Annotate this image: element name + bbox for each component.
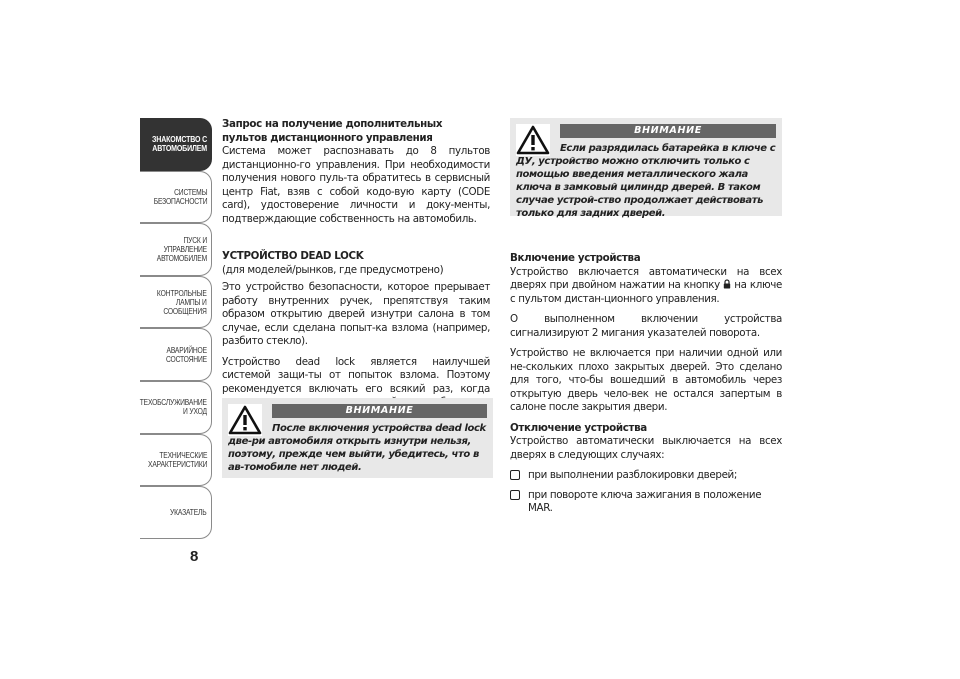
warning-triangle-icon bbox=[228, 404, 262, 436]
warning-title: ВНИМАНИЕ bbox=[272, 404, 487, 418]
enable-text-b: на ключе с пультом дистан-ционного управления. bbox=[510, 279, 782, 305]
disable-intro: Устройство автоматически выключается на всех дверях в следующих случаях: bbox=[510, 435, 782, 461]
tab-warning-lights[interactable] bbox=[140, 276, 212, 329]
checkbox-icon bbox=[510, 470, 520, 480]
spacer bbox=[222, 233, 490, 250]
deadlock-heading: УСТРОЙСТВО DEAD LOCK bbox=[222, 250, 364, 262]
tab-label: УКАЗАТЕЛЬ bbox=[170, 507, 207, 517]
tab-maintenance[interactable] bbox=[140, 381, 212, 434]
request-text: Система может распознавать до 8 пультов дистанционно-го управления. При необходимости получения нового пуль-та обратитесь в сервисный центр Fiat, взяв с собой кодо-вую карту (CODE card), удостоверение личности и доку-менты, подтверждающие собственность на автомобиль. bbox=[222, 145, 490, 225]
tab-index[interactable] bbox=[140, 486, 212, 539]
enable-heading: Включение устройства bbox=[510, 252, 641, 264]
page-number: 8 bbox=[190, 548, 199, 565]
list-item-text: при повороте ключа зажигания в положение MAR. bbox=[528, 488, 762, 514]
deadlock-subtitle: (для моделей/рынков, где предусмотрено) bbox=[222, 263, 444, 276]
tab-label: АВАРИЙНОЕ СОСТОЯНИЕ bbox=[166, 345, 207, 364]
right-column bbox=[510, 252, 782, 522]
tab-label: СИСТЕМЫ БЕЗОПАСНОСТИ bbox=[153, 187, 207, 206]
tab-safety[interactable] bbox=[140, 171, 212, 224]
padlock-icon bbox=[723, 279, 731, 289]
enable-paragraph-2: О выполненном включении устройства сигнализируют 2 мигания указателей поворота. bbox=[510, 313, 782, 339]
tab-label: ЗНАКОМСТВО С АВТОМОБИЛЕМ bbox=[152, 134, 207, 154]
left-column bbox=[222, 118, 490, 417]
warning-box-deadlock bbox=[222, 398, 493, 478]
tab-driving[interactable] bbox=[140, 223, 212, 276]
disable-heading: Отключение устройства bbox=[510, 421, 647, 434]
tab-intro[interactable] bbox=[140, 118, 212, 171]
section-tabs bbox=[140, 118, 212, 539]
warning-triangle-icon bbox=[516, 124, 550, 156]
enable-text-a: Устройство включается автоматически на всех дверях при двойном нажатии на кнопку bbox=[510, 265, 782, 291]
request-heading: Запрос на получение дополнительных пультов дистанционного управления bbox=[222, 118, 443, 144]
tab-label: ПУСК И УПРАВЛЕНИЕ АВТОМОБИЛЕМ bbox=[156, 235, 207, 263]
enable-paragraph-3: Устройство не включается при наличии одной или не-скольких плохо закрытых дверей. Это сделано для того, что-бы вошедший в автомобиль через открытую дверь чело-век не остался запертым в салоне после закрытия двери. bbox=[510, 347, 782, 413]
warning-title: ВНИМАНИЕ bbox=[560, 124, 776, 138]
tab-label: КОНТРОЛЬНЫЕ ЛАМПЫ И СООБЩЕНИЯ bbox=[157, 288, 207, 316]
enable-paragraph-1 bbox=[510, 266, 782, 307]
checkbox-icon bbox=[510, 490, 520, 500]
list-item bbox=[510, 489, 782, 516]
tab-label: ТЕХНИЧЕСКИЕ ХАРАКТЕРИСТИКИ bbox=[147, 450, 207, 469]
deadlock-paragraph-2: Устройство dead lock является наилучшей системой защи-ты от попыток взлома. Поэтому рекомендуется включать его всякий раз, когда bbox=[222, 355, 490, 395]
list-item bbox=[510, 469, 782, 483]
warning-text: После включения устройства dead lock две-ри автомобиля открыть изнутри нельзя, поэтому, прежде чем выйти, убедитесь, что в ав-томобиле нет людей. bbox=[228, 423, 486, 473]
warning-text: Если разрядилась батарейка в ключе с ДУ, устройство можно отключить только с помощью введения металлического жала ключа в замковый цилиндр дверей. В таком случае устрой-ство продолжает действовать только для задних дверей. bbox=[516, 143, 776, 219]
deadlock-paragraph-1: Это устройство безопасности, которое прерывает работу внутренних ручек, препятствуя таким образом открытию дверей изнутри салона в том случае, если сделана попыт-ка взлома (например, разбито стекло). bbox=[222, 281, 490, 347]
warning-box-battery bbox=[510, 118, 782, 219]
tab-specifications[interactable] bbox=[140, 434, 212, 487]
tab-label: ТЕХОБСЛУЖИВАНИЕ И УХОД bbox=[139, 398, 207, 417]
list-item-text: при выполнении разблокировки дверей; bbox=[528, 469, 738, 481]
tab-emergency[interactable] bbox=[140, 328, 212, 381]
